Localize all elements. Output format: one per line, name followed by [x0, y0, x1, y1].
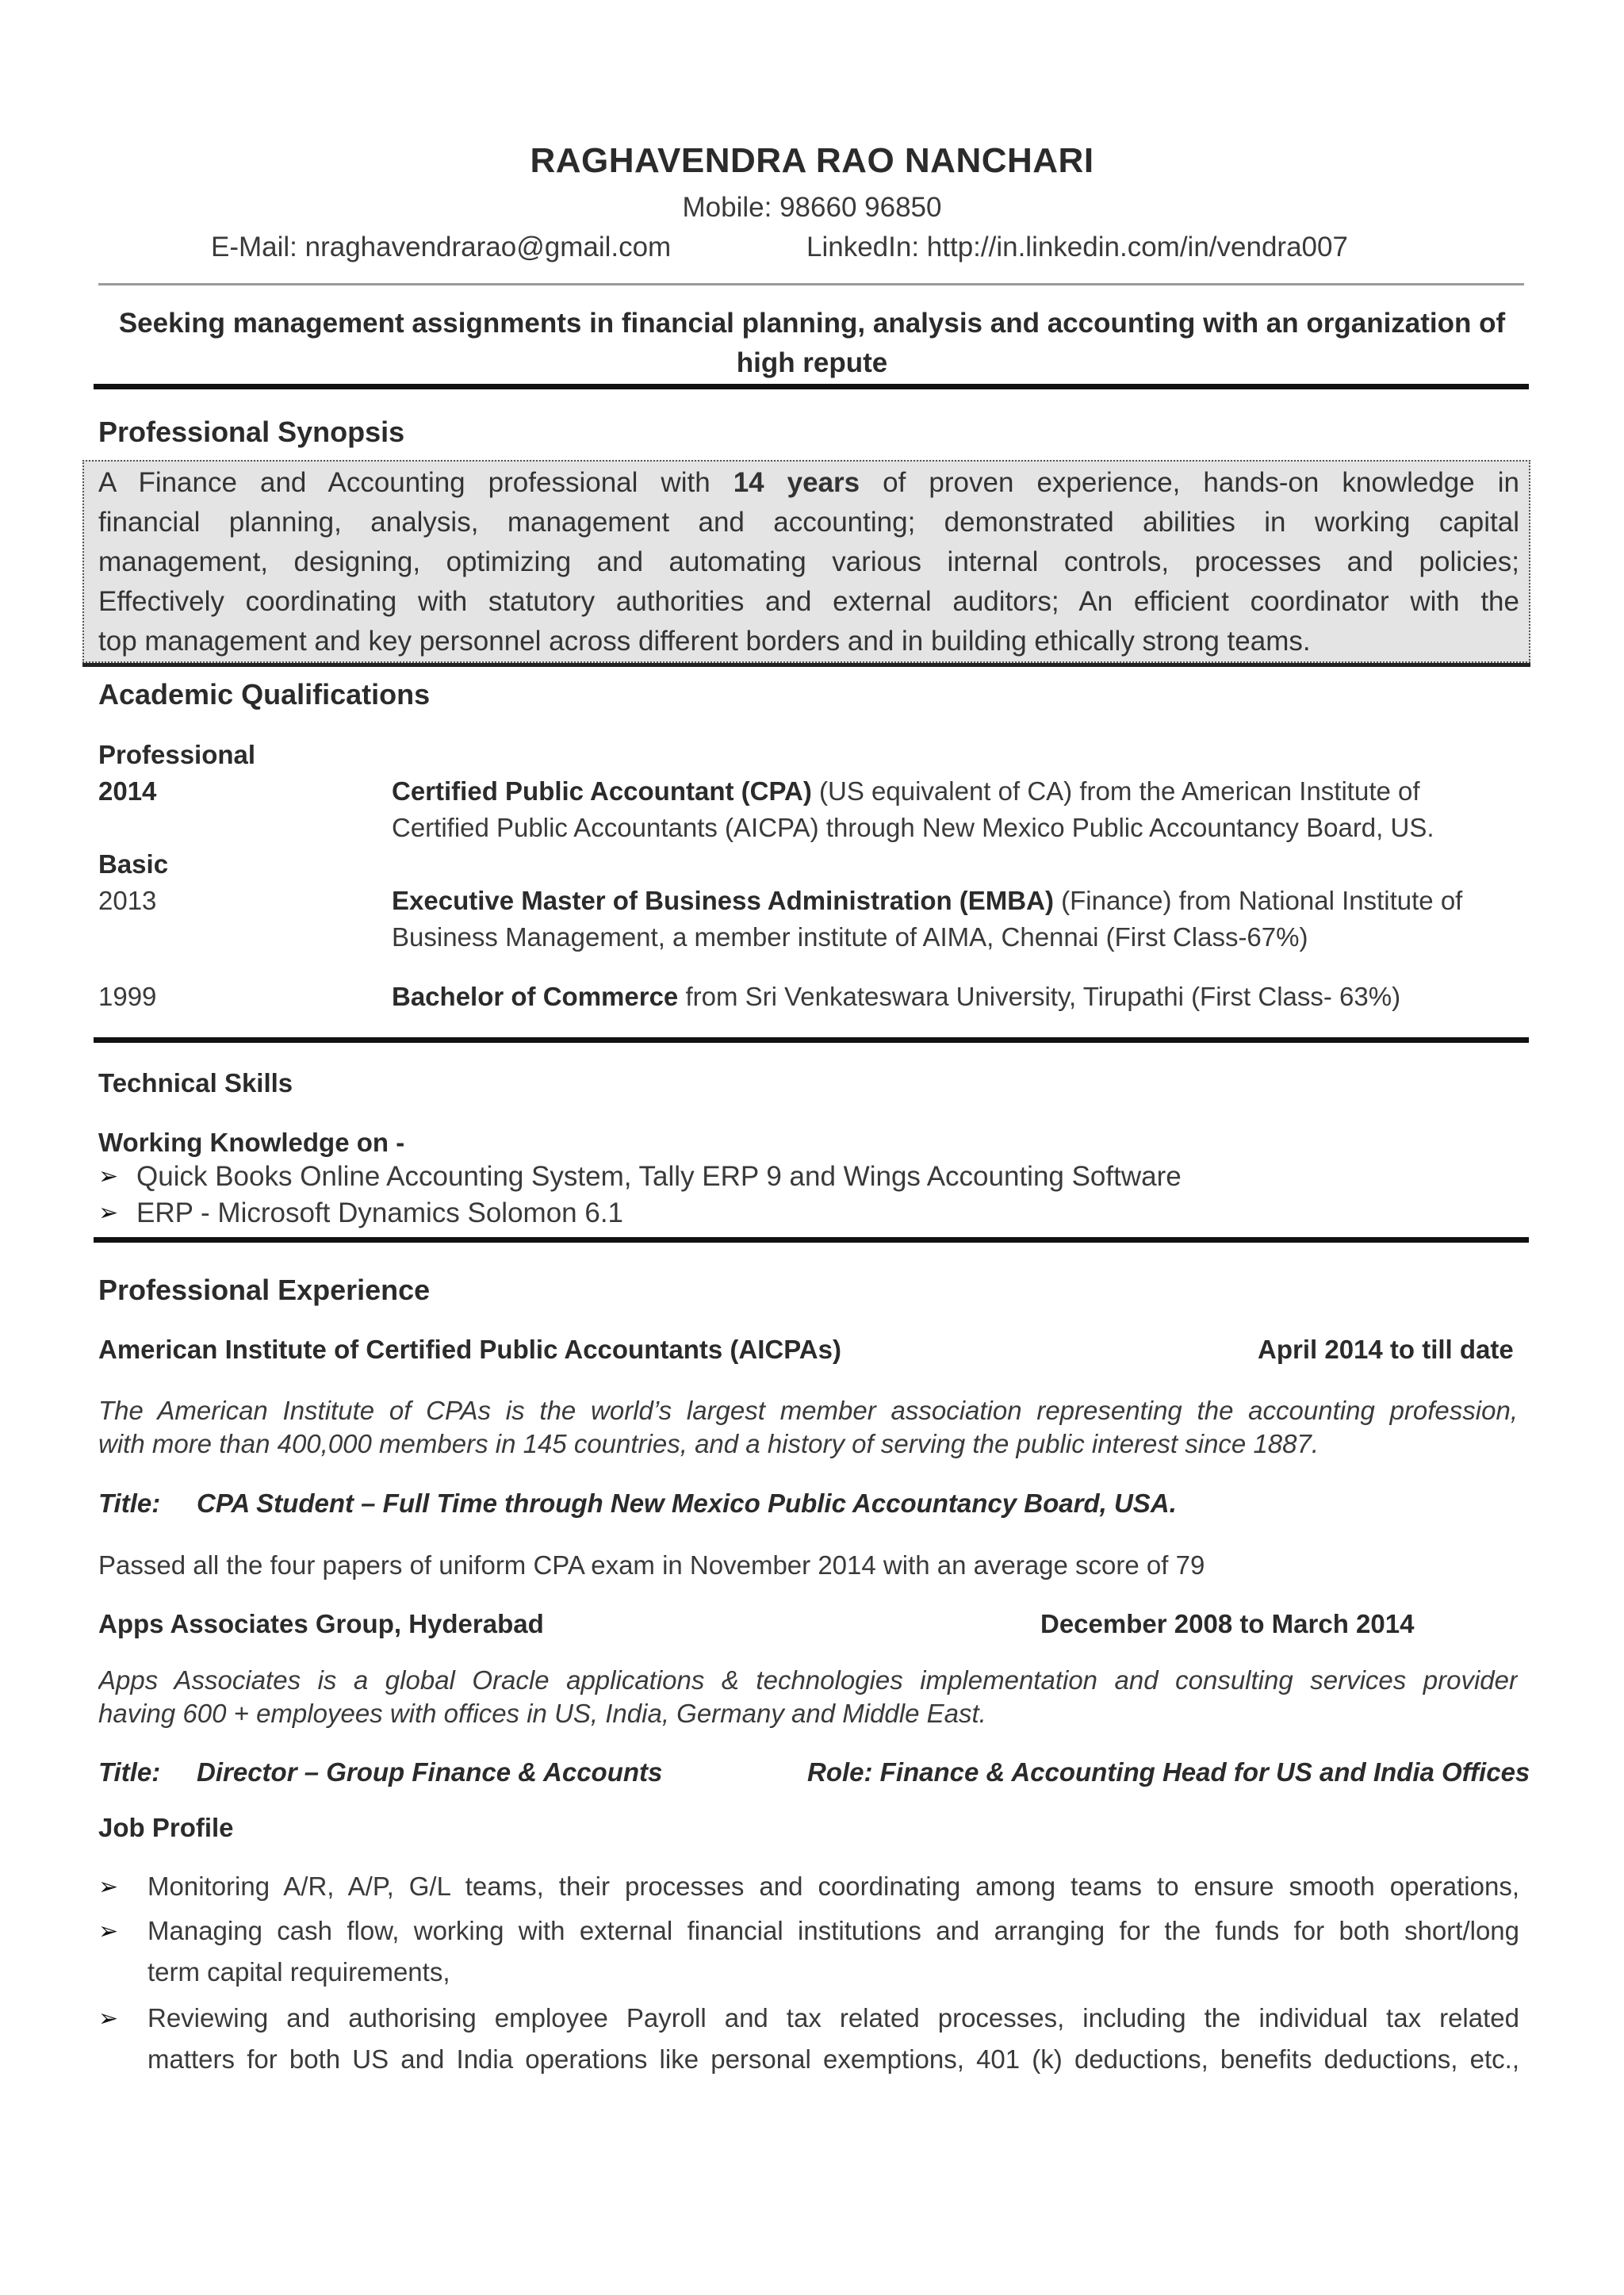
synopsis-line: management, designing, optimizing and automating various internal controls, processes and policies;: [98, 546, 1519, 577]
qualification-title: [392, 776, 1420, 807]
job-profile-item: Monitoring A/R, A/P, G/L teams, their processes and coordinating among teams to ensure smooth operations,: [147, 1872, 1519, 1901]
qualification-year: 2014: [98, 776, 157, 806]
email-address: E-Mail: nraghavendrarao@gmail.com: [211, 232, 672, 262]
qualification-name: Bachelor of Commerce: [392, 982, 679, 1011]
professional-label: Professional: [98, 740, 256, 769]
job-role: Role: Finance & Accounting Head for US and India Offices: [807, 1757, 1530, 1787]
qualification-detail: from Sri Venkateswara University, Tirupathi (First Class- 63%): [678, 982, 1401, 1011]
skills-subheading: Working Knowledge on -: [98, 1128, 405, 1157]
job-profile-item-cont: matters for both US and India operations like personal exemptions, 401 (k) deductions, benefits deductions, etc.,: [147, 2044, 1519, 2074]
qualification-detail: (Finance) from National Institute of: [1053, 886, 1463, 915]
company-name: Apps Associates Group, Hyderabad: [98, 1609, 544, 1638]
job-profile-item-cont: term capital requirements,: [147, 1957, 450, 1987]
skill-item: Quick Books Online Accounting System, Tally ERP 9 and Wings Accounting Software: [136, 1161, 1182, 1192]
job-title: CPA Student – Full Time through New Mexico Public Accountancy Board, USA.: [197, 1488, 1177, 1518]
synopsis-line: top management and key personnel across different borders and in building ethically strong teams.: [98, 626, 1311, 657]
qualification-title: [392, 982, 1400, 1012]
employment-dates: April 2014 to till date: [1258, 1335, 1514, 1364]
title-label: Title:: [98, 1757, 161, 1787]
bullet-arrow-icon: ➢: [98, 1874, 119, 1900]
qualification-detail: Business Management, a member institute of AIMA, Chennai (First Class-67%): [392, 922, 1308, 952]
objective-divider: [94, 384, 1529, 389]
candidate-name: RAGHAVENDRA RAO NANCHARI: [530, 141, 1094, 180]
job-note: Passed all the four papers of uniform CPA exam in November 2014 with an average score of 79: [98, 1550, 1205, 1580]
bullet-arrow-icon: ➢: [98, 1918, 119, 1944]
company-description: having 600 + employees with offices in US, India, Germany and Middle East.: [98, 1699, 986, 1728]
skills-heading: Technical Skills: [98, 1068, 293, 1098]
bullet-arrow-icon: ➢: [98, 1163, 119, 1190]
qualification-detail: Certified Public Accountants (AICPA) through New Mexico Public Accountancy Board, US.: [392, 813, 1434, 842]
job-title: Director – Group Finance & Accounts: [197, 1757, 663, 1787]
qualification-detail: (US equivalent of CA) from the American Institute of: [811, 776, 1420, 806]
qualification-year: 2013: [98, 886, 157, 915]
job-profile-item: Reviewing and authorising employee Payroll and tax related processes, including the individual tax related: [147, 2003, 1519, 2033]
company-description: Apps Associates is a global Oracle applications & technologies implementation and consulting services provider: [98, 1665, 1518, 1695]
academics-divider: [94, 1037, 1529, 1043]
career-objective: Seeking management assignments in financial planning, analysis and accounting with an organization of high repute: [118, 308, 1506, 378]
synopsis-text: A Finance and Accounting professional with: [98, 467, 733, 498]
synopsis-heading: Professional Synopsis: [98, 416, 405, 448]
header-divider: [98, 283, 1524, 285]
academics-heading: Academic Qualifications: [98, 678, 431, 711]
job-profile-heading: Job Profile: [98, 1813, 234, 1842]
synopsis-line: Effectively coordinating with statutory authorities and external auditors; An efficient coordinator with the: [98, 586, 1519, 617]
mobile-number: Mobile: 98660 96850: [682, 192, 942, 223]
bullet-arrow-icon: ➢: [98, 2006, 119, 2032]
company-description: The American Institute of CPAs is the world’s largest member association representing the accounting profession,: [98, 1396, 1518, 1425]
title-label: Title:: [98, 1488, 161, 1518]
qualification-name: Executive Master of Business Administration (EMBA): [392, 886, 1054, 915]
job-profile-item: Managing cash flow, working with external financial institutions and arranging for the funds for both short/long: [147, 1916, 1519, 1945]
company-name: American Institute of Certified Public Accountants (AICPAs): [98, 1335, 841, 1364]
skills-divider: [94, 1237, 1529, 1243]
qualification-name: Certified Public Accountant (CPA): [392, 776, 812, 806]
qualification-title: [392, 886, 1462, 916]
synopsis-divider: [82, 663, 1530, 667]
qualification-year: 1999: [98, 982, 157, 1011]
company-description: with more than 400,000 members in 145 countries, and a history of serving the public interest since 1887.: [98, 1429, 1320, 1458]
bullet-arrow-icon: ➢: [98, 1200, 119, 1226]
basic-label: Basic: [98, 849, 169, 879]
employment-dates: December 2008 to March 2014: [1040, 1609, 1415, 1638]
synopsis-line: financial planning, analysis, management and accounting; demonstrated abilities in working capital: [98, 507, 1519, 538]
skill-item: ERP - Microsoft Dynamics Solomon 6.1: [136, 1197, 624, 1228]
experience-heading: Professional Experience: [98, 1274, 431, 1306]
synopsis-years: 14 years: [733, 467, 860, 498]
synopsis-text: of proven experience, hands-on knowledge in: [860, 467, 1519, 498]
synopsis-line: [98, 463, 1519, 503]
linkedin-url: LinkedIn: http://in.linkedin.com/in/vendra007: [806, 232, 1348, 262]
